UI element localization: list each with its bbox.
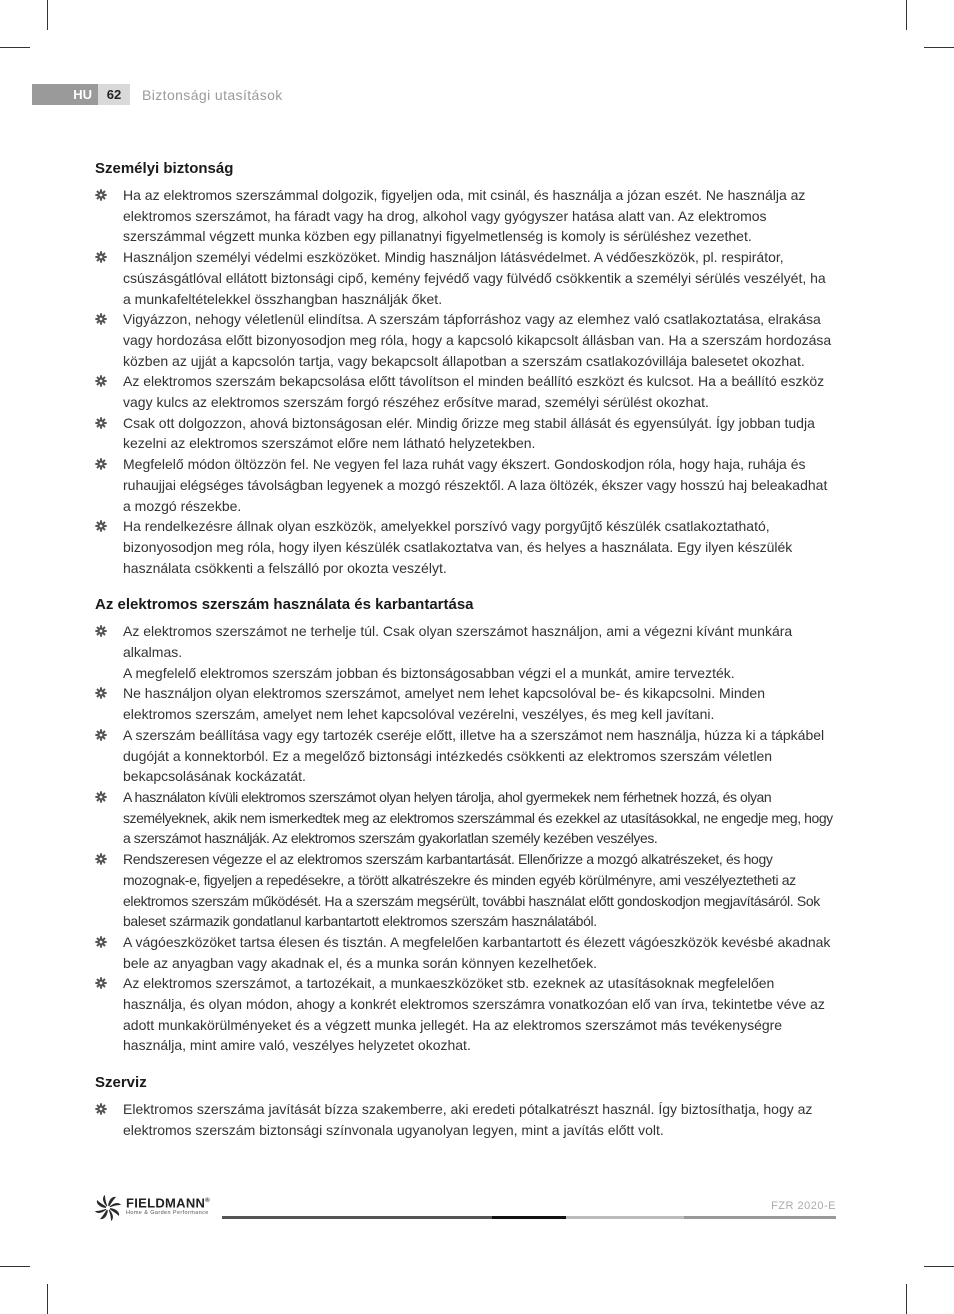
fan-logo-icon (94, 1194, 122, 1222)
list-item (95, 683, 835, 724)
section-service (95, 1074, 835, 1140)
model-number: FZR 2020-E (771, 1200, 836, 1212)
list-item-text: A használaton kívüli elektromos szerszámot olyan helyen tárolja, ahol gyermekek nem férhetnek hozzá, és olyan személyeknek, akik nem ismerkedtek meg az elektromos szerszámmal és ezekkel az utasításokkal, ne engedje meg, hogy a szerszámot használják. Az elektromos szerszám gyakorlatlan személy kezében veszélyes. (123, 788, 833, 847)
list-item-text: Használjon személyi védelmi eszközöket. Mindig használjon látásvédelmet. A védőeszközök, pl. respirátor, csúszásgátlóval ellátott biztonsági cipő, kemény fejvédő vagy fülvédő csökkentik a személyi sérülés veszélyét, ha a munkafeltételekkel összhangban használják őket. (123, 249, 826, 307)
list-item (95, 247, 835, 309)
gear-bullet-icon (95, 375, 107, 387)
crop-mark (47, 0, 48, 30)
gear-bullet-icon (95, 791, 107, 803)
section-heading: Személyi biztonság (95, 160, 234, 177)
brand-tagline: Home & Garden Performance (126, 1210, 209, 1217)
footer-divider (492, 1216, 566, 1219)
language-badge: HU (32, 84, 98, 105)
gear-bullet-icon (95, 189, 107, 201)
bullet-list (95, 185, 835, 578)
list-item-text: Ha rendelkezésre állnak olyan eszközök, amelyekkel porszívó vagy porgyűjtő készülék csatlakoztatható, bizonyosodjon meg róla, hogy ilyen készülék csatlakoztatva van, és helyes a használata. Egy ilyen készülék használata csökkenti a felszálló por okozta veszélyt. (123, 518, 793, 576)
gear-bullet-icon (95, 687, 107, 699)
gear-bullet-icon (95, 417, 107, 429)
list-item-text: Rendszeresen végezze el az elektromos szerszám karbantartását. Ellenőrizze a mozgó alkatrészeket, és hogy mozognak-e, figyeljen a repedésekre, a törött alkatrészekre és minden egyéb körülményre, ami veszélyeztetheti az elektromos szerszám működését. Ha a szerszám megsérült, további használat előtt gondoskodjon megjavításáról. Sok baleset származik gondatlanul karbantartott elektromos szerszám használatából. (123, 851, 820, 930)
crop-mark (0, 1266, 30, 1267)
section-tool-use-maintenance (95, 596, 835, 1056)
gear-bullet-icon (95, 458, 107, 470)
list-item (95, 309, 835, 371)
list-item (95, 787, 835, 849)
bullet-list (95, 1099, 835, 1140)
footer-divider (566, 1216, 684, 1219)
brand-name: FIELDMANN® (126, 1195, 210, 1211)
list-item (95, 454, 835, 516)
page-number: 62 (98, 84, 130, 105)
list-item-text: Az elektromos szerszámot ne terhelje túl. Csak olyan szerszámot használjon, ami a végezni kívánt munkára alkalmas. A megfelelő elektromos szerszám jobban és biztonságosabban végzi el a munkát, amire tervezték. (123, 623, 793, 681)
list-item (95, 516, 835, 578)
list-item (95, 185, 835, 247)
list-item-text: Ha az elektromos szerszámmal dolgozik, figyeljen oda, mit csinál, és használja a józan eszét. Ne használja az elektromos szerszámot, ha fáradt vagy ha drog, alkohol vagy gyógyszer hatása alatt van. Az elektromos szerszámmal végzett munka közben egy pillanatnyi figyelmetlenség is komoly is sérüléshez vezethet. (123, 187, 806, 245)
crop-mark (0, 47, 30, 48)
list-item (95, 621, 835, 683)
crop-mark (924, 1266, 954, 1267)
section-heading: Szerviz (95, 1074, 147, 1092)
list-item (95, 725, 835, 787)
page-footer (94, 1194, 836, 1224)
list-item-text: Elektromos szerszáma javítását bízza szakemberre, aki eredeti pótalkatrészt használ. Így biztosíthatja, hogy az elektromos szerszám biztonsági színvonala ugyanolyan legyen, mint a javítás előtt volt. (123, 1101, 813, 1138)
page-title: Biztonsági utasítások (142, 86, 283, 103)
list-item-text: Vigyázzon, nehogy véletlenül elindítsa. A szerszám tápforráshoz vagy az elemhez való csatlakoztatása, elrakása vagy hordozása előtt bizonyosodjon meg róla, hogy a kapcsoló kikapcsolt állásban van. Ha a szerszám hordozása közben az ujját a kapcsolón tartja, vagy bekapcsolt állapotban a szerszám csatlakozóvillája balesetet okozhat. (123, 311, 832, 369)
crop-mark (906, 0, 907, 30)
crop-mark (924, 47, 954, 48)
gear-bullet-icon (95, 977, 107, 989)
list-item-text: A vágóeszközöket tartsa élesen és tisztán. A megfelelően karbantartott és élezett vágóeszközök kevésbé akadnak bele az anyagban vagy akadnak el, és a munka során könnyen kezelhetőek. (123, 933, 831, 971)
list-item (95, 932, 835, 973)
list-item-text: Megfelelő módon öltözzön fel. Ne vegyen fel laza ruhát vagy ékszert. Gondoskodjon róla, hogy haja, ruhája és ruhaujjai elégséges távolságban legyenek a mozgó részektől. A laza öltözék, ékszer vagy hosszú haj beleakadhat a mozgó részekbe. (123, 456, 828, 514)
bullet-list (95, 621, 835, 1056)
gear-bullet-icon (95, 729, 107, 741)
gear-bullet-icon (95, 936, 107, 948)
list-item-text: A szerszám beállítása vagy egy tartozék cseréje előtt, illetve ha a szerszámot nem használja, húzza ki a tápkábel dugóját a konnektorból. Ez a megelőző biztonsági intézkedés csökkenti az elektromos szerszám véletlen bekapcsolásának kockázatát. (123, 726, 825, 785)
list-item (95, 1099, 835, 1140)
list-item (95, 973, 835, 1056)
section-heading: Az elektromos szerszám használata és karbantartása (95, 596, 474, 614)
crop-mark (906, 1284, 907, 1314)
list-item-text: Ne használjon olyan elektromos szerszámot, amelyet nem lehet kapcsolóval be- és kikapcsolni. Minden elektromos szerszám, amelyet nem lehet kapcsolóval vezérelni, veszélyes, és meg kell javítani. (123, 685, 765, 723)
brand-logo (94, 1194, 210, 1222)
list-item (95, 849, 835, 932)
list-item-text: Csak ott dolgozzon, ahová biztonságosan elér. Mindig őrizze meg stabil állását és egyensúlyát. Így jobban tudja kezelni az elektromos szerszámot előre nem látható helyzetekben. (123, 414, 815, 452)
document-body (95, 160, 835, 1159)
gear-bullet-icon (95, 520, 107, 532)
gear-bullet-icon (95, 853, 107, 865)
section-personal-safety (95, 160, 835, 578)
list-item (95, 413, 835, 454)
gear-bullet-icon (95, 625, 107, 637)
gear-bullet-icon (95, 251, 107, 263)
list-item (95, 371, 835, 412)
list-item-text: Az elektromos szerszámot, a tartozékait, a munkaeszközöket stb. ezeknek az utasításoknak megfelelően használja, és olyan módon, ahogy a konkrét elektromos szerszámra vonatkozóan elő van írva, tekintetbe véve az adott munkakörülményeket és a végzett munka jellegét. Ha az elektromos szerszámot más tevékenységre használja, mint amire való, veszélyes helyzetet okozhat. (123, 975, 825, 1054)
page-header (32, 84, 283, 105)
footer-divider (222, 1216, 492, 1219)
list-item-text: Az elektromos szerszám bekapcsolása előtt távolítson el minden beállító eszközt és kulcsot. Ha a beállító eszköz vagy kulcs az elektromos szerszám forgó részéhez erősítve marad, személyi sérülést okozhat. (123, 373, 825, 411)
gear-bullet-icon (95, 313, 107, 325)
crop-mark (47, 1284, 48, 1314)
footer-divider (684, 1216, 836, 1219)
gear-bullet-icon (95, 1103, 107, 1115)
